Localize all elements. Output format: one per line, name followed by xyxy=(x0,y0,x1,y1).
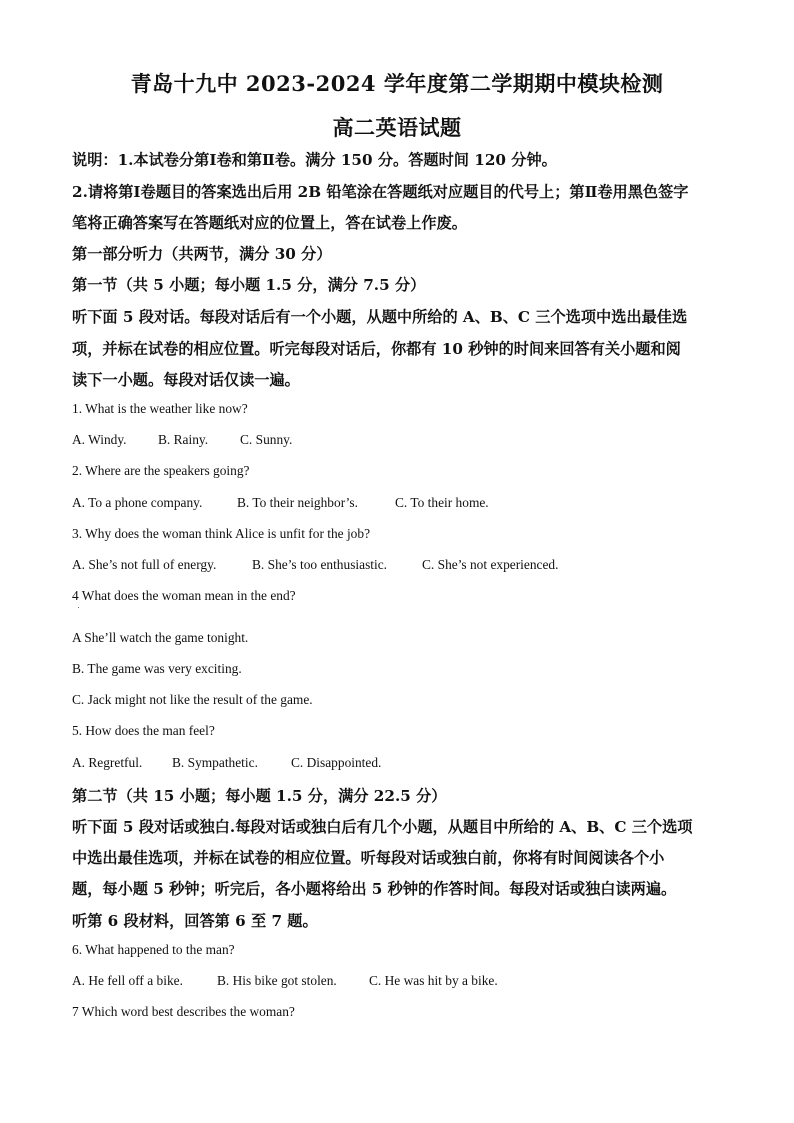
question-1-stem: 1. What is the weather like now? xyxy=(72,401,248,416)
section1-directions-2: 项，并标在试卷的相应位置。听完每段对话后，你都有 10 秒钟的时间来回答有关小题和阅 xyxy=(72,340,681,358)
q5-option-a[interactable]: A. Regretful. xyxy=(72,755,143,770)
question-6-stem: 6. What happened to the man? xyxy=(72,942,235,957)
q4-option-b[interactable]: B. The game was very exciting. xyxy=(72,661,242,676)
q6-option-c[interactable]: C. He was hit by a bike. xyxy=(369,973,498,988)
section1-directions-1: 听下面 5 段对话。每段对话后有一个小题，从题中所给的 A、B、C 三个选项中选出最佳选 xyxy=(72,308,688,326)
q1-option-b[interactable]: B. Rainy. xyxy=(158,432,209,447)
section2-directions-2: 中选出最佳选项，并标在试卷的相应位置。听每段对话或独白前，你将有时间阅读各个小 xyxy=(72,849,665,867)
question-7-stem: 7 Which word best describes the woman? xyxy=(72,1004,295,1019)
section1-heading: 第一节（共 5 小题；每小题 1.5 分，满分 7.5 分） xyxy=(72,276,426,294)
question-5-stem: 5. How does the man feel? xyxy=(72,723,215,738)
section2-directions-3: 题，每小题 5 秒钟；听完后，各小题将给出 5 秒钟的作答时间。每段对话或独白读两遍。 xyxy=(72,880,677,898)
question-6-options xyxy=(72,973,498,989)
exam-subtitle: 高二英语试题 xyxy=(332,115,462,140)
q6-option-a[interactable]: A. He fell off a bike. xyxy=(72,973,183,988)
section1-directions-3: 读下一小题。每段对话仅读一遍。 xyxy=(72,371,300,389)
question-2-stem: 2. Where are the speakers going? xyxy=(72,463,250,478)
q6-option-b[interactable]: B. His bike got stolen. xyxy=(217,973,337,988)
question-1-options xyxy=(72,432,292,448)
question-5-options xyxy=(72,755,381,771)
question-2-options xyxy=(72,495,489,511)
question-3-stem: 3. Why does the woman think Alice is unfit for the job? xyxy=(72,526,371,541)
q5-option-b[interactable]: B. Sympathetic. xyxy=(172,755,258,770)
question-4-stem: 4 What does the woman mean in the end? xyxy=(72,588,296,603)
exam-title: 青岛十九中 2023-2024 学年度第二学期期中模块检测 xyxy=(130,71,664,96)
instructions-line-1: 说明：1.本试卷分第Ⅰ卷和第Ⅱ卷。满分 150 分。答题时间 120 分钟。 xyxy=(72,151,557,169)
section2-heading: 第二节（共 15 小题；每小题 1.5 分，满分 22.5 分） xyxy=(72,787,447,805)
q2-option-b[interactable]: B. To their neighbor’s. xyxy=(237,495,358,510)
q1-option-c[interactable]: C. Sunny. xyxy=(240,432,293,447)
q3-option-c[interactable]: C. She’s not experienced. xyxy=(422,557,559,572)
q2-option-c[interactable]: C. To their home. xyxy=(395,495,489,510)
q4-option-c[interactable]: C. Jack might not like the result of the game. xyxy=(72,692,313,707)
part1-heading: 第一部分听力（共两节，满分 30 分） xyxy=(72,245,332,263)
instructions-line-2: 2.请将第Ⅰ卷题目的答案选出后用 2B 铅笔涂在答题纸对应题目的代号上；第Ⅱ卷用黑色签字 xyxy=(72,183,689,201)
material-6-heading: 听第 6 段材料，回答第 6 至 7 题。 xyxy=(72,912,318,930)
q2-option-a[interactable]: A. To a phone company. xyxy=(72,495,203,510)
q4-option-a[interactable]: A She’ll watch the game tonight. xyxy=(72,630,249,645)
q3-option-b[interactable]: B. She’s too enthusiastic. xyxy=(252,557,388,572)
question-3-options xyxy=(72,557,558,573)
section2-directions-1: 听下面 5 段对话或独白.每段对话或独白后有几个小题，从题目中所给的 A、B、C 三个选项 xyxy=(72,818,693,836)
stray-dot xyxy=(78,607,79,608)
q3-option-a[interactable]: A. She’s not full of energy. xyxy=(72,557,217,572)
q5-option-c[interactable]: C. Disappointed. xyxy=(291,755,382,770)
instructions-line-3: 笔将正确答案写在答题纸对应的位置上，答在试卷上作废。 xyxy=(72,214,467,232)
q1-option-a[interactable]: A. Windy. xyxy=(72,432,127,447)
